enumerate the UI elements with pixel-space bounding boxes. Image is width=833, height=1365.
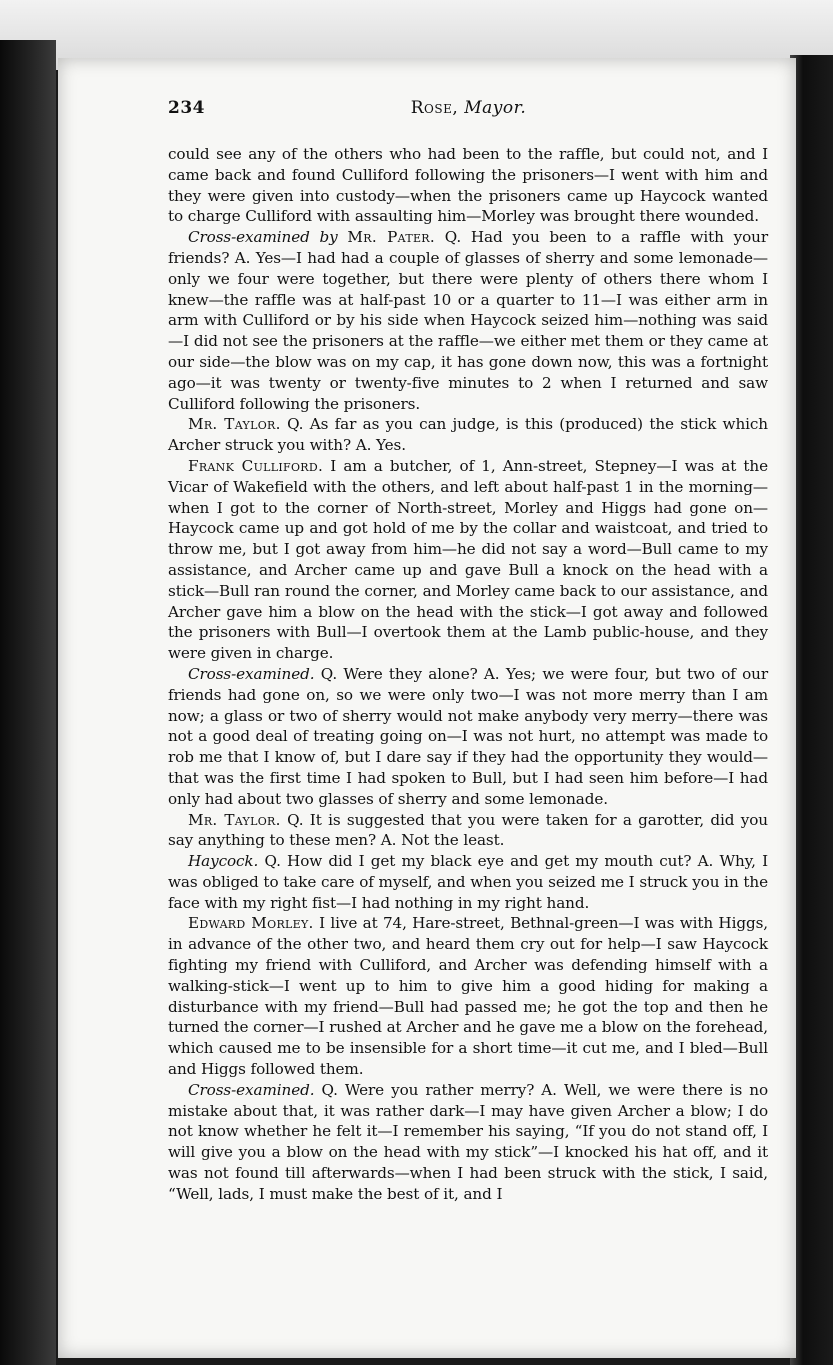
body-text xyxy=(104,144,768,1205)
page-content xyxy=(104,62,769,1205)
paragraph-text: Q. Had you been to a raffle with your friends? A. Yes—I had had a couple of glasses of sherry and some lemonade—only we four were together, but there were plenty of others there whom I knew—the raffle was at half-past 10 or a quarter to 11—I was either arm in arm with Culliford or by his side when Haycock seized him—nothing was said—I did not see the prisoners at the raffle—we either met them or they came at our side—the blow was on my cap, it has gone down now, this was a fortnight ago—it was twenty or twenty-five minutes to 2 when I returned and saw Culliford following the prisoners. xyxy=(168,228,768,413)
paragraph-lead: Haycock. xyxy=(188,852,259,871)
page-header xyxy=(104,98,769,138)
page-number: 234 xyxy=(168,98,205,118)
paragraph-text: Q. Were they alone? A. Yes; we were four, but two of our friends had gone on, so we were only two—I was not more merry than I am now; a glass or two of sherry would not make anybody very merry—there was not a good deal of treating going on—I was not hurt, no attempt was made to rob me that I know of, but I dare say if they had the opportunity they would—that was the first time I had spoken to Bull, but I had seen him before—I had only had about two glasses of sherry and some lemonade. xyxy=(168,664,768,808)
paragraph xyxy=(168,144,768,227)
paragraph xyxy=(168,227,768,414)
paragraph-lead: Cross-examined by xyxy=(188,228,338,247)
paragraph xyxy=(168,810,768,852)
paragraph-text: Q. How did I get my black eye and get my mouth cut? A. Why, I was obliged to take care of myself, and when you seized me I struck you in the face with my right fist—I had nothing in my right hand. xyxy=(168,852,768,912)
book-spine-shadow xyxy=(0,40,56,1365)
speaker-name: Edward Morley. xyxy=(188,914,314,933)
paragraph xyxy=(168,913,768,1079)
running-head-surname: Rose, xyxy=(410,98,459,118)
paragraph-lead: Cross-examined. xyxy=(188,1080,315,1099)
paragraph-text: I am a butcher, of 1, Ann-street, Stepney—I was at the Vicar of Wakefield with the others, and left about half-past 1 in the morning—when I got to the corner of North-street, Morley and Higgs had gone on—Haycock came up and got hold of me by the collar and waistcoat, and tried to throw me, but I got away from him—he did not say a word—Bull came to my assistance, and Archer came up and gave Bull a knock on the head with a stick—Bull ran round the corner, and Morley came back to our assistance, and Archer gave him a blow on the head with the stick—I got away and followed the prisoners with Bull—I overtook them at the Lamb public-house, and they were given in charge. xyxy=(168,456,768,663)
paragraph xyxy=(168,414,768,456)
speaker-name: Mr. Pater. xyxy=(347,228,435,247)
paragraph-text: Q. It is suggested that you were taken for a garotter, did you say anything to these men? A. Not the least. xyxy=(168,810,768,850)
speaker-name: Mr. Taylor. xyxy=(188,415,281,434)
paragraph-lead: Cross-examined. xyxy=(188,664,315,683)
paragraph-text: I live at 74, Hare-street, Bethnal-green—I was with Higgs, in advance of the other two, and heard them cry out for help—I saw Haycock fighting my friend with Culliford, and Archer was defending himself with a walking-stick—I went up to him to give him a good hiding for making a disturbance with my friend—Bull had passed me; he got the top and then he turned the corner—I rushed at Archer and he gave me a blow on the forehead, which caused me to be insensible for a short time—it cut me, and I bled—Bull and Higgs followed them. xyxy=(168,914,769,1079)
paragraph xyxy=(168,456,768,664)
page-edge-shadow xyxy=(790,55,833,1365)
paragraph-text: could see any of the others who had been to the raffle, but could not, and I came back and found Culliford following the prisoners—I went with him and they were given into custody—when the prisoners came up Haycock wanted to charge Culliford with assaulting him—Morley was brought there wounded. xyxy=(168,145,768,226)
paragraph xyxy=(168,664,768,810)
running-head xyxy=(238,98,699,119)
paragraph xyxy=(168,1080,768,1205)
speaker-name: Mr. Taylor. xyxy=(188,810,281,829)
running-head-office: Mayor. xyxy=(464,98,527,118)
paragraph-text: Q. Were you rather merry? A. Well, we were there is no mistake about that, it was rather dark—I may have given Archer a blow; I do not know whether he felt it—I remember his saying, “If you do not stand off, I will give you a blow on the head with my stick”—I knocked his hat off, and it was not found till afterwards—when I had been struck with the stick, I said, “Well, lads, I must make the best of it, and I xyxy=(168,1080,768,1203)
paragraph-text: Q. As far as you can judge, is this (produced) the stick which Archer struck you with? A. Yes. xyxy=(168,415,768,455)
speaker-name: Frank Culliford. xyxy=(188,456,324,475)
paragraph xyxy=(168,851,768,913)
